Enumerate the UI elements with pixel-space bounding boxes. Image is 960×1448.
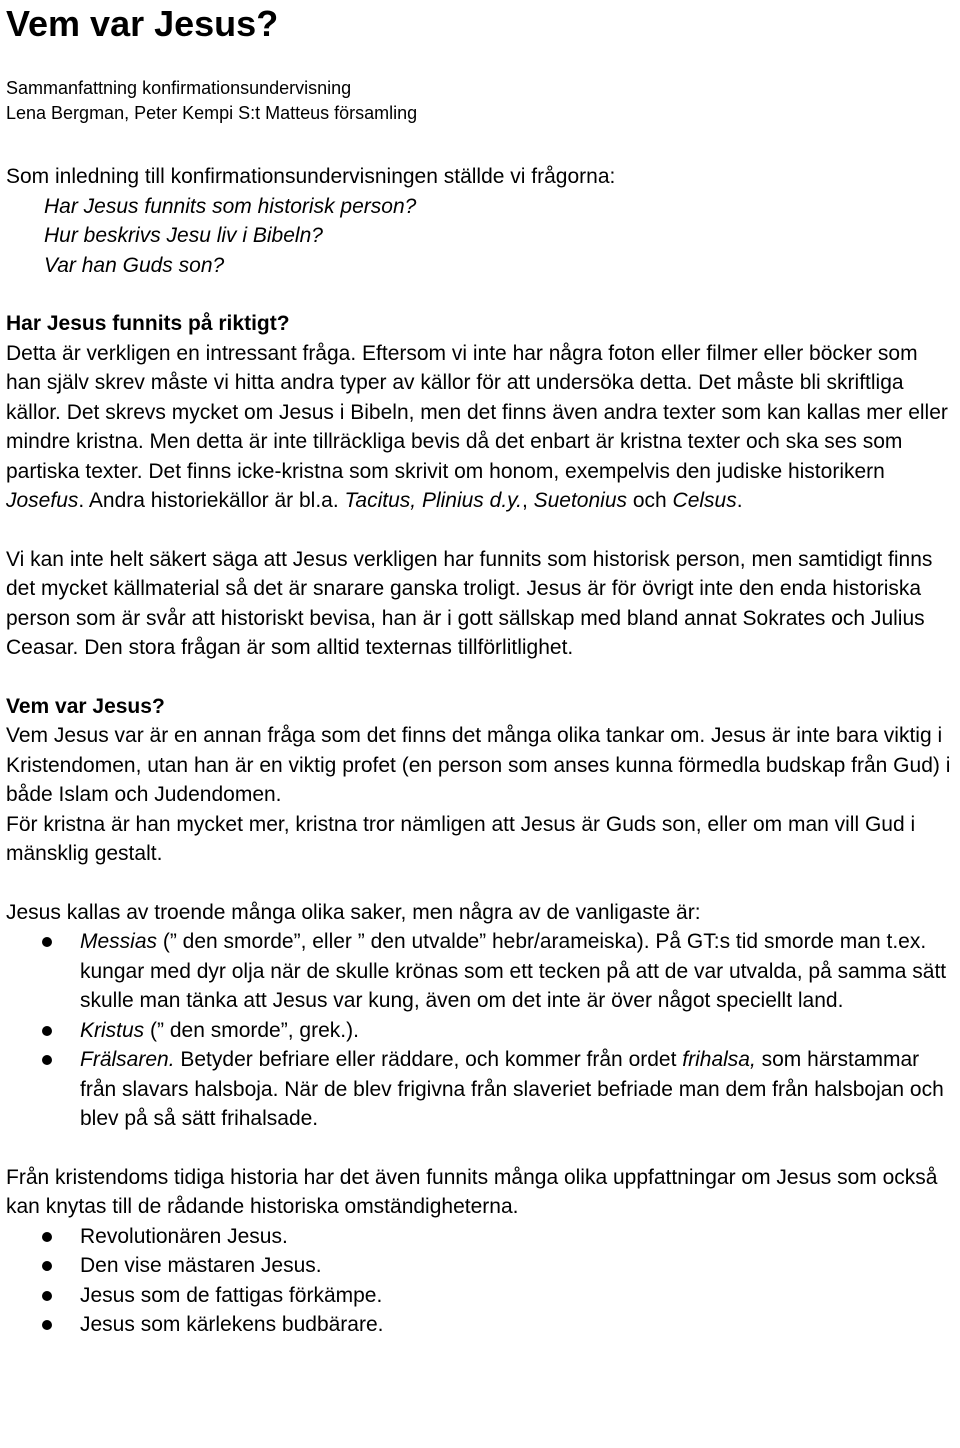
- names-list: [6, 927, 956, 1134]
- text-run-italic: Tacitus, Plinius d.y.: [344, 489, 522, 512]
- item-text: Jesus som de fattigas förkämpe.: [80, 1283, 383, 1307]
- item-text: Jesus som kärlekens budbärare.: [80, 1313, 384, 1336]
- text-run-italic: Celsus: [672, 489, 737, 512]
- document-page: [6, 0, 956, 1340]
- term: Messias: [80, 930, 158, 953]
- text-run: ,: [521, 489, 534, 512]
- paragraph: Vem Jesus var är en annan fråga som det finns det många olika tankar om. Jesus är inte bara viktig i Kristendomen, utan han är en viktig profet (en person som anses kunna förmedla budskap från Gud) i både Islam och Judendomen.: [6, 724, 951, 806]
- term: Frälsaren.: [80, 1048, 175, 1071]
- intro-line: Som inledning till konfirmationsundervisningen ställde vi frågorna:: [6, 165, 616, 188]
- section-real: [6, 309, 956, 663]
- section-heading: Vem var Jesus?: [6, 694, 165, 718]
- term: frihalsa,: [682, 1048, 756, 1071]
- intro-question: Hur beskrivs Jesu liv i Bibeln?: [44, 224, 323, 247]
- bullet-icon: [42, 1261, 52, 1271]
- subtitle-line: Sammanfattning konfirmationsundervisning: [6, 78, 352, 98]
- bullet-icon: [42, 1055, 52, 1065]
- text-run: .: [736, 489, 743, 512]
- list-item: [6, 927, 956, 1016]
- item-text: Revolutionären Jesus.: [80, 1224, 288, 1248]
- list-item: [6, 1016, 956, 1046]
- list-item: [6, 1310, 956, 1340]
- bullet-icon: [42, 1026, 52, 1036]
- subtitle-block: [6, 76, 956, 126]
- item-text: Den vise mästaren Jesus.: [80, 1254, 322, 1277]
- item-text: som härstammar från slavars halsboja. När de blev frigivna från slaveriet befriade man dem från halsbojan och blev på så sätt frihalsade.: [80, 1048, 944, 1130]
- section-heading: Har Jesus funnits på riktigt?: [6, 312, 290, 335]
- list-item: [6, 1222, 956, 1252]
- paragraph: För kristna är han mycket mer, kristna tror nämligen att Jesus är Guds son, eller om man vill Gud i mänsklig gestalt.: [6, 812, 916, 865]
- text-run-italic: Suetonius: [533, 489, 628, 512]
- authors-line: Lena Bergman, Peter Kempi S:t Matteus församling: [6, 103, 418, 123]
- bullet-icon: [42, 1320, 52, 1330]
- intro-question: Var han Guds son?: [44, 253, 225, 277]
- document-title: Vem var Jesus?: [6, 3, 279, 44]
- text-run-italic: Josefus: [6, 489, 79, 512]
- list-item: [6, 1281, 956, 1311]
- text-run: Detta är verkligen en intressant fråga. Eftersom vi inte har några foton eller filmer eller böcker som han själv skrev måste vi hitta andra typer av källor för att undersöka detta. Det måste bli skriftliga källor. Det skrevs mycket om Jesus i Bibeln, men det finns även andra texter som kan kallas mer eller mindre kristna. Men detta är inte tillräckliga bevis då det enbart är kristna texter och ska ses som partiska texter. Det finns icke-kristna som skrivit om honom, exempelvis den judiske historikern: [6, 341, 948, 483]
- list-item: [6, 1251, 956, 1281]
- text-run: . Andra historiekällor är bl.a.: [78, 489, 345, 512]
- intro-block: [6, 162, 956, 280]
- intro-question: Har Jesus funnits som historisk person?: [44, 194, 417, 218]
- item-text: (” den smorde”, eller ” den utvalde” hebr/arameiska). På GT:s tid smorde man t.ex. kungar med dyr olja när de skulle krönas som ett tecken på att de var utvalda, på samma sätt skulle man tänka att Jesus var kung, även om det inte är över något speciellt land.: [80, 930, 947, 1012]
- text-run: och: [627, 489, 673, 512]
- bullet-icon: [42, 937, 52, 947]
- term: Kristus: [80, 1018, 145, 1042]
- bullet-icon: [42, 1291, 52, 1301]
- list-item: [6, 1045, 956, 1134]
- views-list: [6, 1222, 956, 1340]
- bullet-icon: [42, 1232, 52, 1242]
- paragraph: [6, 339, 956, 516]
- item-text: (” den smorde”, grek.).: [144, 1018, 359, 1042]
- paragraph: Vi kan inte helt säkert säga att Jesus verkligen har funnits som historisk person, men samtidigt finns det mycket källmaterial så det är snarare ganska troligt. Jesus är för övrigt inte den enda historiska person som är svår att historiskt bevisa, han är i gott sällskap med bland annat Sokrates och Julius Ceasar. Den stora frågan är som alltid texternas tillförlitlighet.: [6, 547, 933, 659]
- paragraph: Från kristendoms tidiga historia har det även funnits många olika uppfattningar om Jesus som också kan knytas till de rådande historiska omständigheterna.: [6, 1165, 938, 1218]
- item-text: Betyder befriare eller räddare, och kommer från ordet: [174, 1048, 683, 1071]
- section-who: [6, 692, 956, 1340]
- paragraph: Jesus kallas av troende många olika saker, men några av de vanligaste är:: [6, 900, 701, 924]
